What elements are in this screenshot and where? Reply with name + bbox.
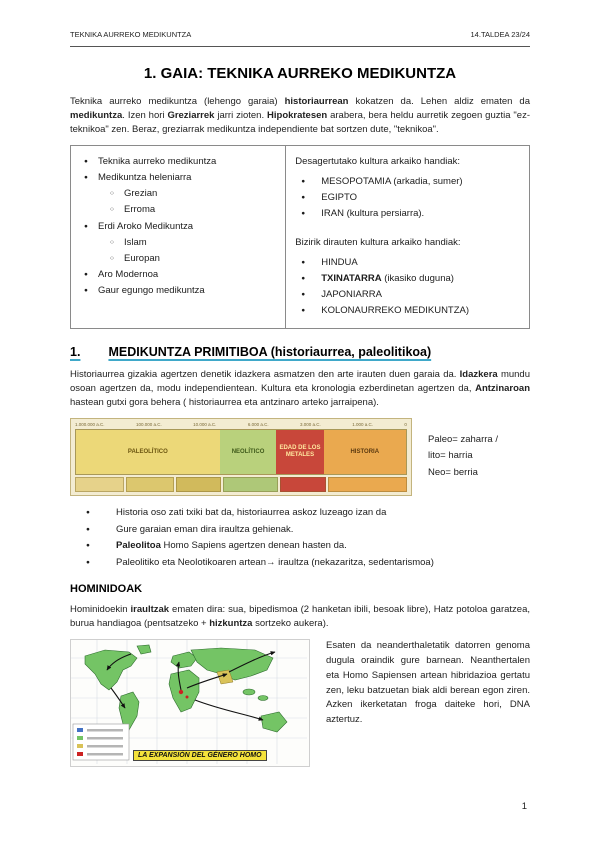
extinct-cultures-heading: Desagertutako kultura arkaiko handiak: (295, 156, 461, 168)
culture-item-label: HINDUA (321, 256, 358, 268)
side-note-line: Neo= berria (428, 467, 478, 479)
outline-item-label: Europan (124, 252, 160, 264)
timeline-tick: 10.000 a.C. (193, 421, 217, 427)
outline-item (110, 187, 276, 202)
outline-item-label: Erroma (124, 204, 156, 216)
intro-paragraph: Teknika aurreko medikuntza (lehengo garaia) historiaurrean kokatzen da. Lehen aldiz ematen da medikuntza. Izen hori Greziarrek jarri zioten. Hipokratesen arabera, bera heldu aurretik zegoen guztia "ez-teknikoa" zen. Beraz, greziarrak medikuntza independiente bat sortzen dute, "teknikoa". (70, 96, 530, 136)
map-caption: LA EXPANSIÓN DEL GÉNERO HOMO (133, 750, 267, 761)
surviving-cultures-list (295, 256, 520, 319)
header-left-text: TEKNIKA AURREKO MEDIKUNTZA (70, 30, 192, 39)
bullet-glyph: ● (84, 173, 88, 181)
culture-item-label: IRAN (kultura persiarra). (321, 208, 425, 220)
bullet-glyph: ● (86, 542, 90, 550)
note-bullet-label: Paleolitoa Homo Sapiens agertzen denean hasten da. (116, 540, 347, 552)
outline-item-label: Islam (124, 236, 147, 248)
prehistory-timeline-image (70, 418, 412, 496)
timeline-band: EDAD DE LOS METALES (276, 430, 323, 474)
page-number: 1 (521, 801, 527, 812)
timeline-band: PALEOLÍTICO (76, 430, 220, 474)
hominids-heading: HOMINIDOAK (70, 583, 143, 596)
timeline-notes-list (70, 506, 530, 571)
culture-item (295, 288, 520, 303)
bullet-glyph: ● (301, 291, 306, 299)
timeline-sub-box (126, 477, 175, 492)
bullet-glyph: ● (301, 177, 306, 185)
timeline-tick: 1.000 a.C. (352, 421, 373, 427)
outline-item-label: Erdi Aroko Medikuntza (98, 220, 194, 232)
section-1-heading (70, 345, 530, 359)
bullet-glyph: ○ (110, 190, 114, 198)
bullet-glyph: ● (84, 271, 88, 279)
note-bullet (70, 539, 530, 553)
timeline-sub-box (328, 477, 408, 492)
side-note-line: Paleo= zaharra / (428, 433, 498, 445)
hominids-paragraph: Hominidoekin iraultzak ematen dira: sua, bipedismoa (2 hanketan ibili, besoak libre), Hatz potoloa garatzea, burua handiagoa (pentsatzeko + hizkuntza sortzeko aukera). (70, 604, 530, 630)
timeline-tick: 3.000 a.C. (300, 421, 321, 427)
culture-item-label: EGIPTO (321, 192, 357, 204)
bullet-glyph: ● (84, 157, 88, 165)
bullet-glyph: ● (84, 287, 88, 295)
culture-item (295, 191, 520, 206)
timeline-tick: 1.000.000 a.C. (75, 421, 105, 427)
outline-item (110, 203, 276, 218)
culture-item-label: JAPONIARRA (321, 289, 382, 301)
note-bullet (70, 523, 530, 537)
bullet-glyph: ● (301, 194, 306, 202)
bullet-glyph: ● (86, 559, 90, 566)
timeline-sub-box (75, 477, 124, 492)
note-bullet-label: Gure garaian eman dira iraultza gehienak. (116, 523, 294, 535)
timeline-sub-box (280, 477, 325, 492)
note-bullet-label: Paleolitiko eta Neolotikoaren artean→ iraultza (nekazaritza, sedentarismoa) (116, 557, 434, 568)
side-note-line: lito= harria (428, 450, 473, 462)
timeline-band: HISTORIA (324, 430, 407, 474)
outline-item (110, 252, 276, 267)
timeline-figure (70, 418, 530, 496)
section-1-paragraph: Historiaurrea gizakia agertzen denetik idazkera asmatzen den arte irauten duen garaia da. Idazkera mundu osoan agertzen da, modu independientean. Kultura eta kronologia ezberdinetan agertzen da, Antzinaroan hastean gutxi gora behera ( historiaurrea eta antzinaro arteko jarraipena). (70, 368, 531, 408)
culture-item-label: KOLONAURREKO MEDIKUNTZA) (321, 305, 470, 317)
timeline-bands (75, 429, 407, 475)
section-1-heading-text: MEDIKUNTZA PRIMITIBOA (historiaurrea, paleolitikoa) (108, 344, 432, 359)
bullet-glyph: ● (301, 307, 306, 315)
culture-item (295, 304, 520, 319)
outline-item (80, 268, 276, 283)
outline-item (80, 284, 276, 299)
culture-item (295, 256, 520, 271)
outline-item (80, 171, 276, 186)
outline-item (80, 220, 276, 235)
outline-item-label: Teknika aurreko medikuntza (98, 155, 217, 167)
note-bullet (70, 556, 530, 570)
page-header (70, 30, 530, 47)
timeline-tick-labels (75, 422, 407, 427)
document-title: 1. GAIA: TEKNIKA AURREKO MEDIKUNTZA (143, 65, 457, 82)
note-bullet (70, 506, 530, 520)
bullet-glyph: ● (84, 222, 88, 230)
table-cell-left (71, 146, 286, 327)
timeline-sub-box (176, 477, 221, 492)
outline-item-label: Gaur egungo medikuntza (98, 285, 205, 297)
timeline-sub-box (223, 477, 278, 492)
header-right-text: 14.TALDEA 23/24 (470, 30, 530, 39)
outline-item-label: Aro Modernoa (98, 269, 159, 281)
bullet-glyph: ● (301, 274, 306, 282)
bullet-glyph: ● (86, 508, 90, 516)
bullet-glyph: ○ (110, 238, 114, 246)
section-1-number: 1. (70, 344, 81, 359)
note-bullet-label: Historia oso zati txiki bat da, historiaurrea askoz luzeago izan da (116, 506, 387, 518)
outline-item (80, 155, 276, 170)
culture-item (295, 207, 520, 222)
bullet-glyph: ● (301, 258, 306, 266)
outline-item-label: Grezian (124, 188, 158, 200)
culture-item-label: MESOPOTAMIA (arkadia, sumer) (321, 175, 463, 187)
culture-item-label: TXINATARRA (ikasiko duguna) (321, 272, 454, 284)
extinct-cultures-list (295, 175, 520, 222)
world-map-graphic (71, 640, 307, 764)
table-cell-right (286, 146, 529, 327)
outline-item-label: Medikuntza heleniarra (98, 171, 192, 183)
bullet-glyph: ● (301, 210, 306, 218)
bullet-glyph: ○ (110, 254, 114, 262)
culture-item (295, 272, 520, 287)
timeline-tick: 100.000 a.C. (135, 421, 162, 427)
timeline-side-note (428, 432, 498, 482)
bullet-glyph: ○ (110, 206, 114, 214)
map-side-paragraph: Esaten da neanderthaletatik datorren genoma dugula oraindik gure barnean. Neanthertalen eta Homo Sapiensen artean hibridazioa gertatu zen, leku batzuetan biak aldi berean egon ziren. Azken ikerketatan froga daiteke hori, DNA aztertuz. (326, 640, 530, 725)
timeline-tick: 6.000 a.C. (247, 421, 269, 427)
culture-item (295, 175, 520, 190)
bullet-glyph: ● (86, 525, 90, 533)
surviving-cultures-heading: Bizirik dirauten kultura arkaiko handiak: (295, 237, 461, 249)
homo-expansion-map-image (70, 639, 310, 767)
timeline-tick: 0 (404, 421, 407, 427)
timeline-sub-boxes (75, 477, 407, 492)
timeline-band: NEOLÍTICO (220, 430, 277, 474)
overview-table (70, 145, 530, 328)
map-section (70, 639, 530, 767)
outline-item (110, 236, 276, 251)
